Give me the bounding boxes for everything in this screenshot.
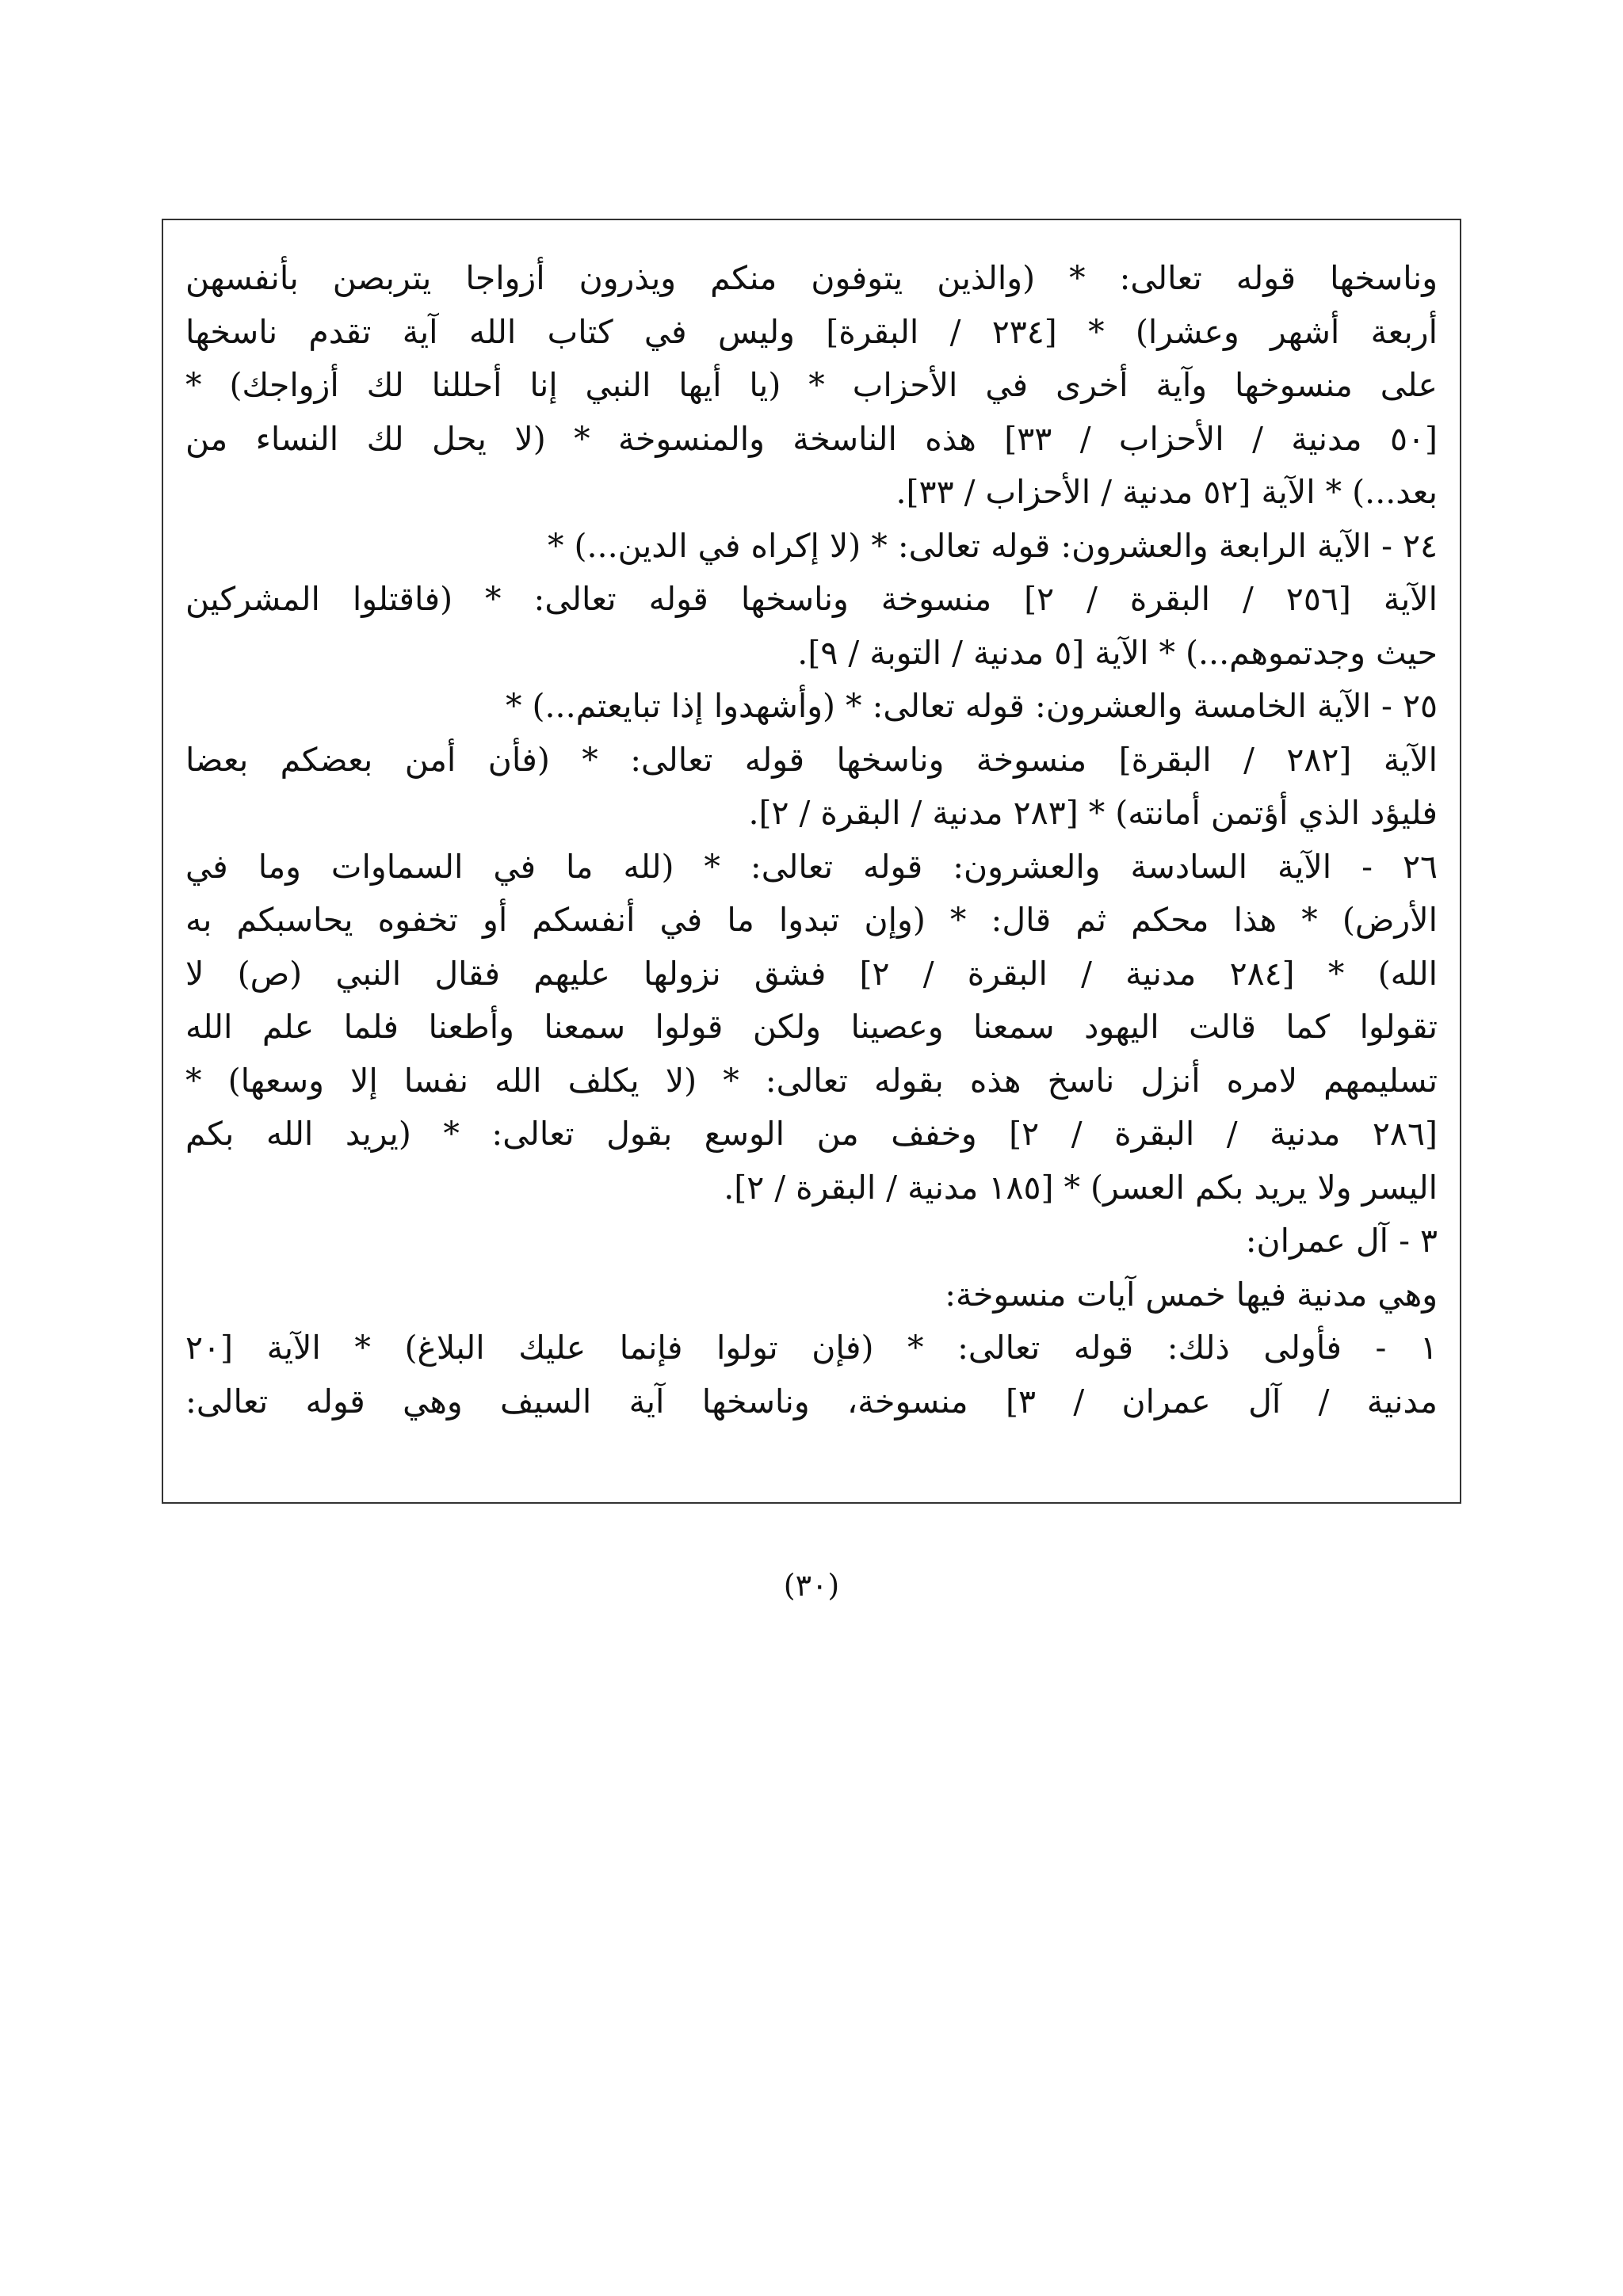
text-body bbox=[185, 252, 1438, 1428]
text-line: وهي مدنية فيها خمس آيات منسوخة: bbox=[945, 1275, 1438, 1314]
text-line: ٢٤ - الآية الرابعة والعشرون: قوله تعالى: * (لا إكراه في الدين...) * bbox=[548, 526, 1438, 565]
page-frame bbox=[162, 219, 1461, 1504]
text-line: حيث وجدتموهم...) * الآية [٥ مدنية / التوبة / ٩]. bbox=[797, 633, 1438, 672]
text-line: الأرض) * هذا محكم ثم قال: * (وإن تبدوا ما في أنفسكم أو تخفوه يحاسبكم به bbox=[185, 901, 1438, 939]
text-line: [٢٨٦ مدنية / البقرة / ٢] وخفف من الوسع بقول تعالى: * (يريد الله بكم bbox=[185, 1115, 1438, 1153]
text-line: ٢٥ - الآية الخامسة والعشرون: قوله تعالى: * (وأشهدوا إذا تبايعتم...) * bbox=[506, 687, 1438, 725]
text-line: أربعة أشهر وعشرا) * [٢٣٤ / البقرة] وليس في كتاب الله آية تقدم ناسخها bbox=[185, 312, 1438, 351]
text-line: [٥٠ مدنية / الأحزاب / ٣٣] هذه الناسخة والمنسوخة * (لا يحل لك النساء من bbox=[185, 419, 1438, 458]
text-line: فليؤد الذي أؤتمن أمانته) * [٢٨٣ مدنية / البقرة / ٢]. bbox=[748, 794, 1438, 832]
page-number: (٣٠) bbox=[783, 1568, 840, 1603]
text-line: الآية [٢٥٦ / البقرة / ٢] منسوخة وناسخها قوله تعالى: * (فاقتلوا المشركين bbox=[185, 580, 1438, 618]
text-line: ٢٦ - الآية السادسة والعشرون: قوله تعالى: * (لله ما في السماوات وما في bbox=[185, 847, 1438, 886]
text-line: تقولوا كما قالت اليهود سمعنا وعصينا ولكن قولوا سمعنا وأطعنا فلما علم الله bbox=[185, 1008, 1438, 1046]
text-line: الله) * [٢٨٤ مدنية / البقرة / ٢] فشق نزولها عليهم فقال النبي (ص) لا bbox=[185, 954, 1438, 993]
text-line: تسليمهم لامره أنزل ناسخ هذه بقوله تعالى: * (لا يكلف الله نفسا إلا وسعها) * bbox=[185, 1061, 1438, 1100]
text-line: على منسوخها وآية أخرى في الأحزاب * (يا أيها النبي إنا أحللنا لك أزواجك) * bbox=[185, 366, 1438, 404]
text-line: بعد...) * الآية [٥٢ مدنية / الأحزاب / ٣٣]. bbox=[896, 473, 1438, 511]
text-line: الآية [٢٨٢ / البقرة] منسوخة وناسخها قوله تعالى: * (فأن أمن بعضكم بعضا bbox=[185, 740, 1438, 779]
text-line: مدنية / آل عمران / ٣] منسوخة، وناسخها آية السيف وهي قوله تعالى: bbox=[185, 1382, 1438, 1421]
text-line: اليسر ولا يريد بكم العسر) * [١٨٥ مدنية / البقرة / ٢]. bbox=[724, 1168, 1438, 1207]
text-line: وناسخها قوله تعالى: * (والذين يتوفون منكم ويذرون أزواجا يتربصن بأنفسهن bbox=[185, 259, 1438, 297]
text-line: ١ - فأولى ذلك: قوله تعالى: * (فإن تولوا فإنما عليك البلاغ) * الآية [٢٠ bbox=[185, 1329, 1438, 1367]
text-line: ٣ - آل عمران: bbox=[1245, 1222, 1438, 1260]
